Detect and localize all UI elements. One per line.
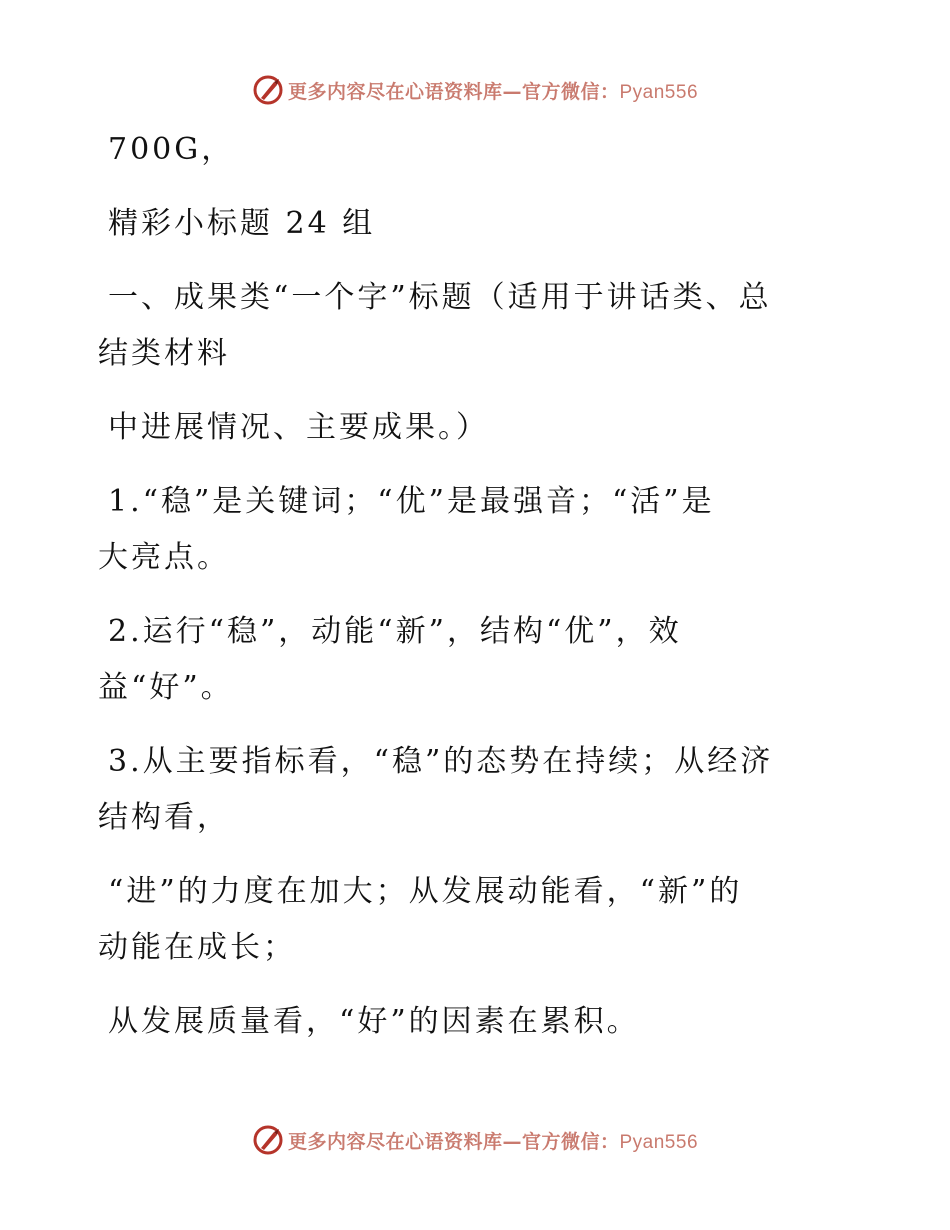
header-watermark [0,70,950,110]
text-line: 3.从主要指标看，“稳”的态势在持续；从经济 [108,744,774,779]
watermark-text: 更多内容尽在心语资料库—官方微信：Pyan556 [287,80,699,103]
text-line: 中进展情况、主要成果。） [108,410,489,445]
footer-watermark [0,1120,950,1160]
text-line: 结构看， [98,800,230,835]
quill-pen-logo-icon [252,1124,284,1156]
text-line: 从发展质量看，“好”的因素在累积。 [108,1004,640,1039]
document-body [98,122,838,1050]
text-line: 大亮点。 [98,540,230,575]
text-line: “进”的力度在加大；从发展动能看，“新”的 [108,874,743,909]
text-line: 动能在成长； [98,930,296,965]
quill-pen-logo-icon [252,74,284,106]
text-line: 精彩小标题 24 组 [108,206,376,241]
text-line: 2.运行“稳”，动能“新”，结构“优”，效 [108,614,682,649]
text-line: 一、成果类“一个字”标题（适用于讲话类、总 [108,280,772,315]
text-line: 1.“稳”是关键词；“优”是最强音；“活”是 [108,484,715,519]
text-line: 结类材料 [98,336,230,371]
watermark-text: 更多内容尽在心语资料库—官方微信：Pyan556 [287,1130,699,1153]
text-line: 益“好”。 [98,670,234,705]
text-line: 700G， [108,132,235,167]
